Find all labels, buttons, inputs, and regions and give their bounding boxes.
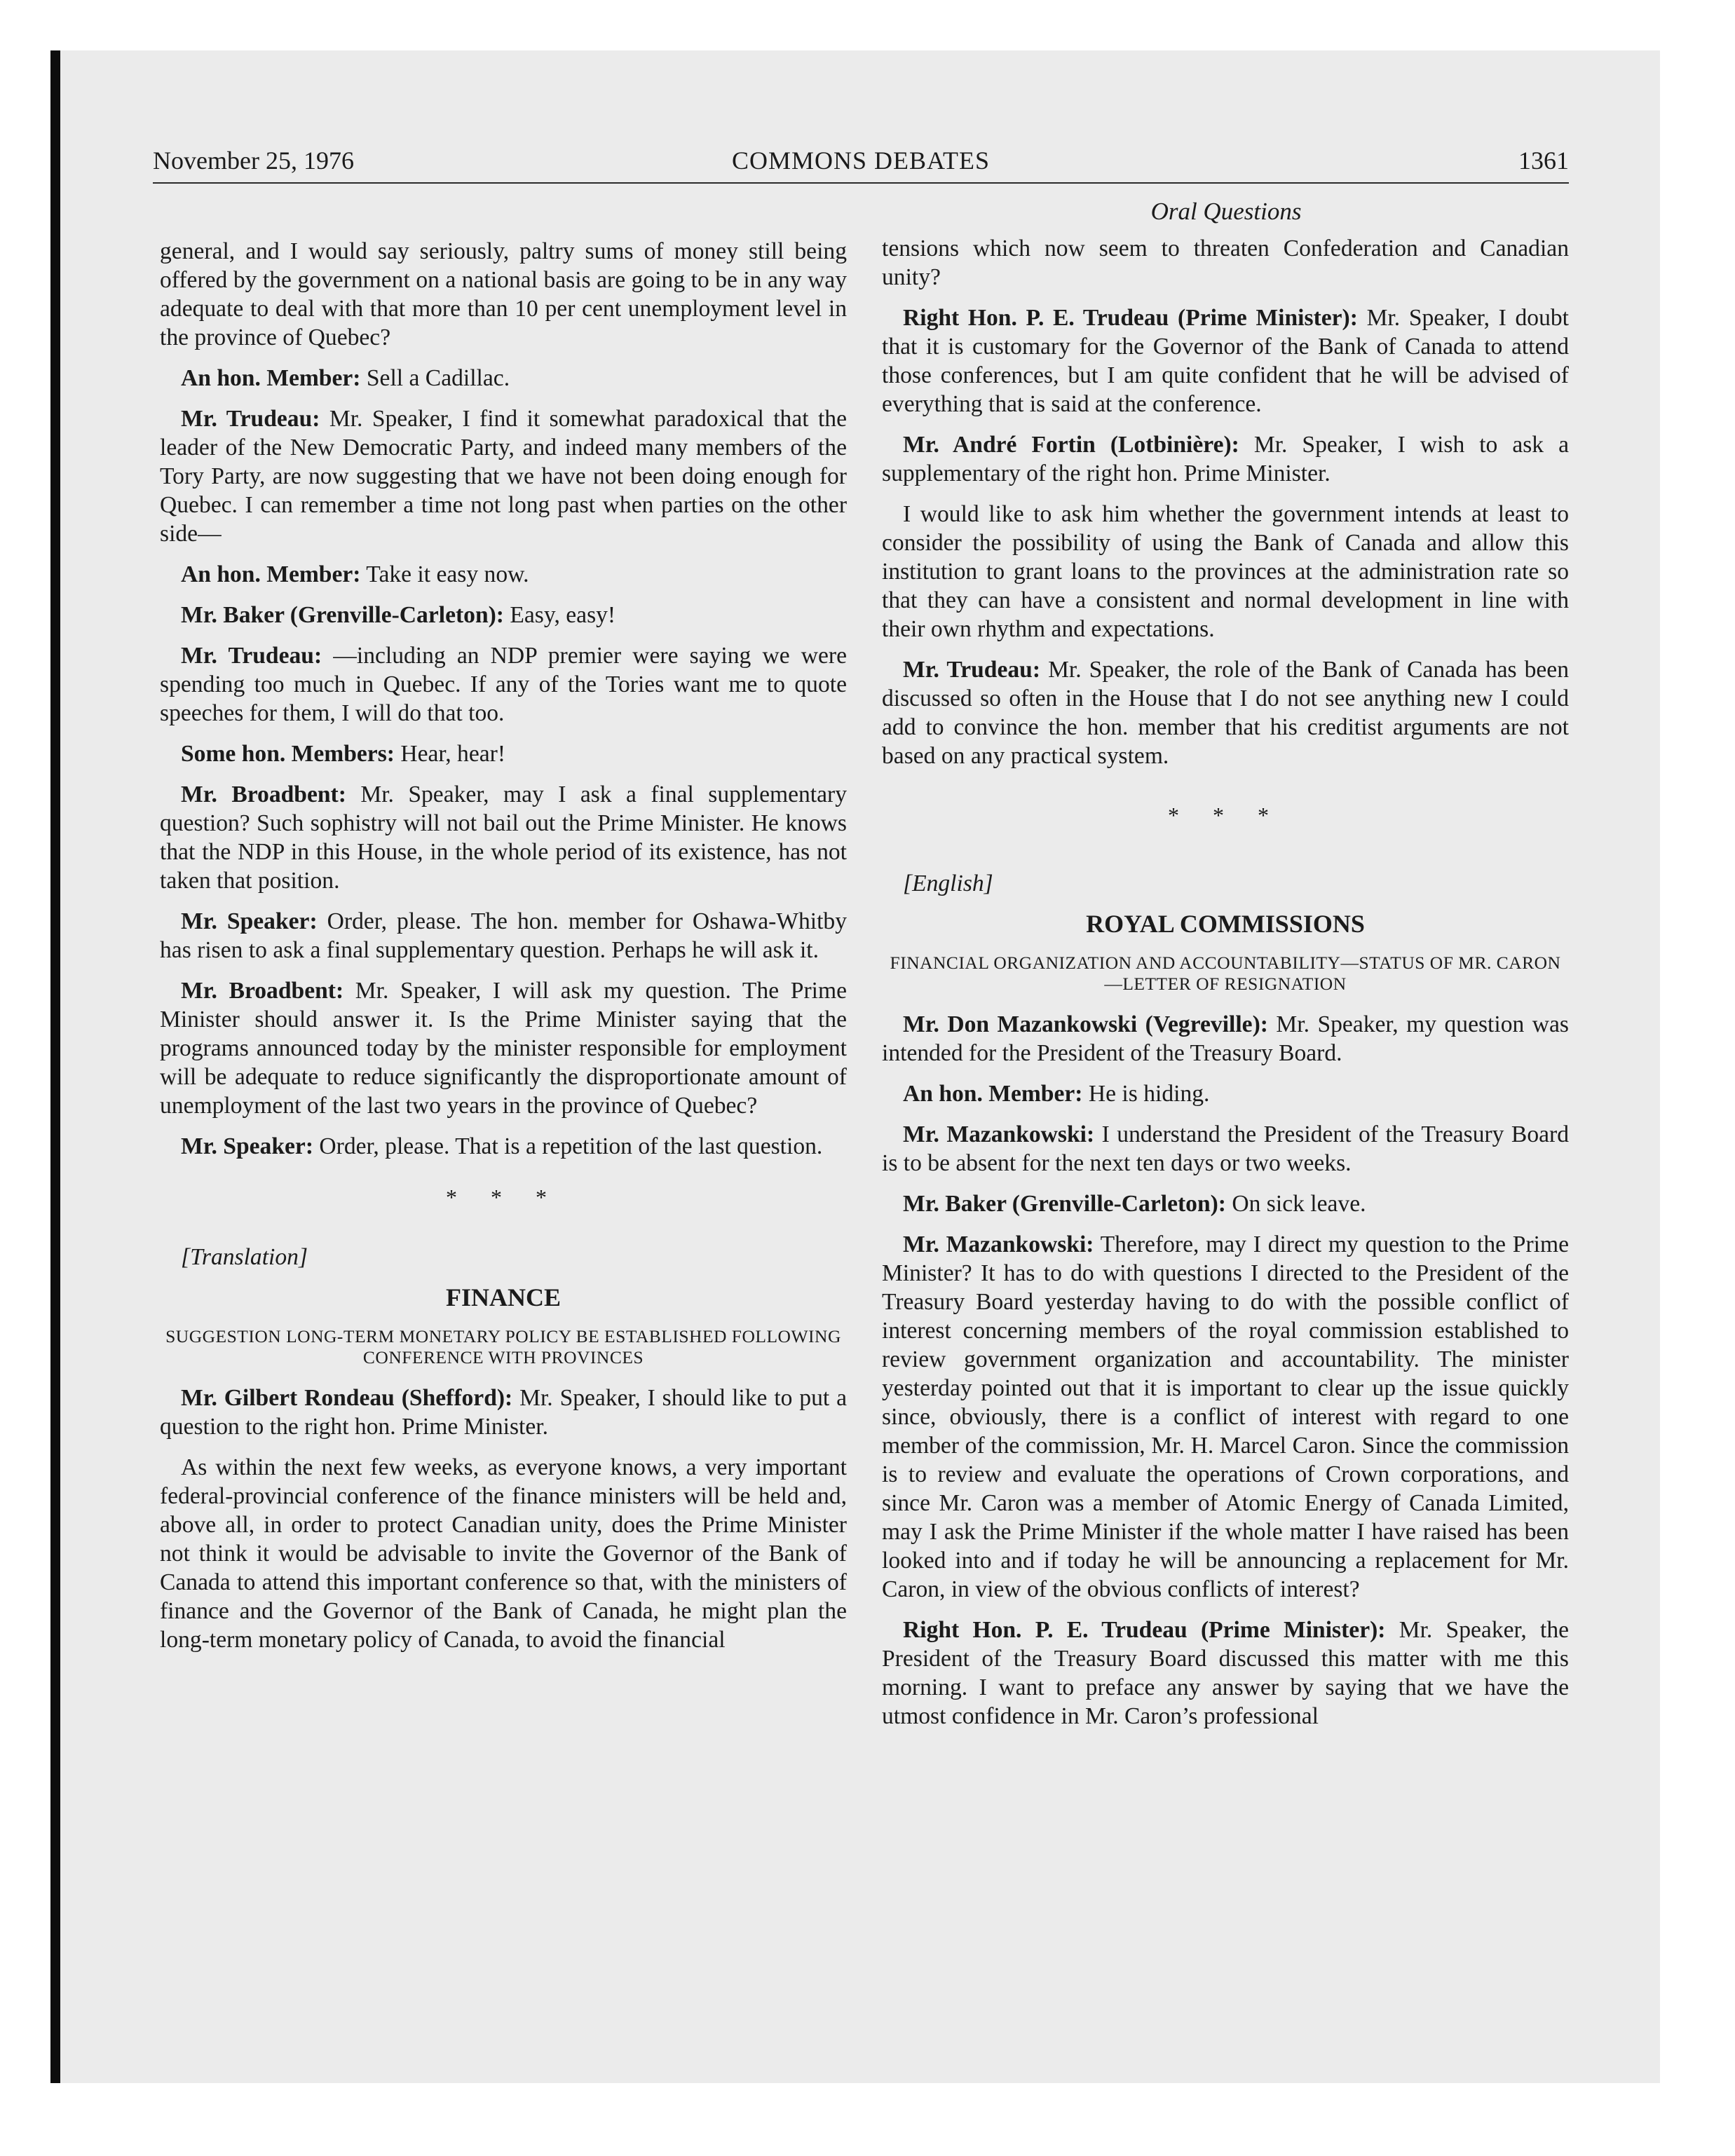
paragraph: Mr. Trudeau: Mr. Speaker, the role of the Bank of Canada has been discussed so often in the House that I do not see anything new I could add to convince the hon. member that his creditist arguments are not based on any practical system. — [882, 657, 1570, 769]
speaker-name: Mr. Gilbert Rondeau (Shefford): — [181, 1385, 513, 1411]
paragraph: Right Hon. P. E. Trudeau (Prime Minister): Mr. Speaker, the President of the Treasury Board discussed this matter with me this morning. I want to preface any answer by saying that we have the utmost confidence in Mr. Caron’s professional — [882, 1617, 1570, 1729]
section-subheading: SUGGESTION LONG-TERM MONETARY POLICY BE ESTABLISHED FOLLOWING CONFERENCE WITH PROVINCES — [165, 1326, 841, 1367]
section-subheading: FINANCIAL ORGANIZATION AND ACCOUNTABILITY—STATUS OF MR. CARON—LETTER OF RESIGNATION — [890, 953, 1561, 994]
paragraph: Mr. Trudeau: Mr. Speaker, I find it somewhat paradoxical that the leader of the New Democratic Party, and indeed many members of the Tory Party, are now suggesting that we have not been doing enough for Quebec. I can remember a time not long past when parties on the other side— — [160, 406, 847, 547]
paragraph: Mr. Mazankowski: Therefore, may I direct my question to the Prime Minister? It has to do with questions I directed to the President of the Treasury Board yesterday having to do with the possible conflict of interest concerning members of the royal commission established to review government organization and accountability. The minister yesterday pointed out that it is important to clear up the issue quickly since, obviously, there is a conflict of interest with regard to one member of the commission, Mr. H. Marcel Caron. Since the commission is to review and evaluate the operations of Crown corporations, and since Mr. Caron was a member of Atomic Energy of Canada Limited, may I ask the Prime Minister if the whole matter I have raised has been looked into and if today he will be announcing a replacement for Mr. Caron, in view of the obvious conflicts of interest? — [882, 1231, 1569, 1602]
paragraph: An hon. Member: He is hiding. — [903, 1081, 1210, 1107]
paragraph: Mr. Mazankowski: I understand the President of the Treasury Board is to be absent for the next ten days or two weeks. — [882, 1121, 1569, 1176]
speaker-name: Mr. Trudeau: — [181, 643, 322, 669]
speaker-name: Mr. André Fortin (Lotbinière): — [903, 432, 1239, 458]
speaker-name: An hon. Member: — [903, 1081, 1083, 1107]
paragraph: Mr. Broadbent: Mr. Speaker, may I ask a final supplementary question? Such sophistry will not bail out the Prime Minister. He knows that the NDP in this House, in the whole period of its existence, has not taken that position. — [160, 782, 847, 894]
left-column — [160, 237, 847, 1666]
paragraph: Mr. Baker (Grenville-Carleton): On sick leave. — [903, 1191, 1366, 1217]
speaker-name: Mr. Trudeau: — [181, 406, 320, 432]
section-heading: FINANCE — [445, 1283, 561, 1311]
paragraph: An hon. Member: Take it easy now. — [181, 561, 529, 587]
paragraph: Mr. Don Mazankowski (Vegreville): Mr. Speaker, my question was intended for the President of the Treasury Board. — [882, 1011, 1569, 1066]
page-header — [153, 146, 1569, 182]
running-head: Oral Questions — [1150, 198, 1302, 225]
paragraph: I would like to ask him whether the government intends at least to consider the possibility of using the Bank of Canada and allow this institution to grant loans to the provinces at the administration rate so that they can have a consistent and normal development in line with their own rhythm and expectations. — [882, 501, 1569, 642]
speaker-name: An hon. Member: — [181, 561, 361, 587]
paragraph: general, and I would say seriously, paltry sums of money still being offered by the government on a national basis are going to be in any way adequate to deal with that more than 10 per cent unemployment level in the province of Quebec? — [160, 238, 847, 350]
language-tag: [English] — [903, 871, 993, 896]
speaker-name: Mr. Broadbent: — [181, 782, 346, 807]
speaker-name: Mr. Baker (Grenville-Carleton): — [181, 602, 504, 628]
speaker-name: Some hon. Members: — [181, 741, 395, 767]
speaker-name: Mr. Mazankowski: — [903, 1121, 1095, 1147]
speaker-name: Right Hon. P. E. Trudeau (Prime Minister): — [903, 1617, 1386, 1643]
binding-edge — [50, 50, 60, 2083]
speaker-name: An hon. Member: — [181, 365, 361, 391]
paragraph: Some hon. Members: Hear, hear! — [181, 741, 506, 767]
language-tag: [Translation] — [181, 1244, 308, 1270]
speaker-name: Mr. Broadbent: — [181, 978, 344, 1004]
section-heading: ROYAL COMMISSIONS — [1086, 910, 1365, 938]
right-column — [882, 234, 1569, 1742]
paragraph: Mr. André Fortin (Lotbinière): Mr. Speaker, I wish to ask a supplementary of the right hon. Prime Minister. — [882, 432, 1569, 486]
header-publication: COMMONS DEBATES — [731, 146, 991, 175]
paragraph: An hon. Member: Sell a Cadillac. — [181, 365, 510, 391]
paragraph: Mr. Speaker: Order, please. The hon. member for Oshawa-Whitby has risen to ask a final supplementary question. Perhaps he will ask it. — [160, 908, 847, 963]
paragraph: As within the next few weeks, as everyone knows, a very important federal-provincial conference of the finance ministers will be held and, above all, in order to protect Canadian unity, does the Prime Minister not think it would be advisable to invite the Governor of the Bank of Canada to attend this important conference so that, with the ministers of finance and the Governor of the Bank of Canada, he might plan the long-term monetary policy of Canada, to avoid the financial — [160, 1454, 847, 1653]
paragraph: Mr. Trudeau: —including an NDP premier were saying we were spending too much in Quebec. If any of the Tories want me to quote speeches for them, I will do that too. — [160, 643, 847, 726]
section-separator: * * * — [446, 1185, 561, 1210]
header-date: November 25, 1976 — [153, 146, 354, 175]
speaker-name: Mr. Trudeau: — [903, 657, 1041, 683]
speaker-name: Mr. Speaker: — [181, 908, 318, 934]
paragraph: Right Hon. P. E. Trudeau (Prime Minister): Mr. Speaker, I doubt that it is customary for the Governor of the Bank of Canada to attend those conferences, but I am quite confident that he will be advised of everything that is said at the conference. — [882, 305, 1569, 417]
paragraph: Mr. Broadbent: Mr. Speaker, I will ask my question. The Prime Minister should answer it. Is the Prime Minister saying that the programs announced today by the minister responsible for employment will be adequate to reduce significantly the disproportionate amount of unemployment of the last two years in the province of Quebec? — [160, 978, 847, 1119]
section-separator: * * * — [1168, 803, 1283, 828]
paragraph: Mr. Baker (Grenville-Carleton): Easy, easy! — [181, 602, 616, 628]
speaker-name: Mr. Baker (Grenville-Carleton): — [903, 1191, 1226, 1217]
speaker-name: Mr. Speaker: — [181, 1133, 314, 1159]
speaker-name: Mr. Mazankowski: — [903, 1231, 1094, 1257]
paragraph: tensions which now seem to threaten Confederation and Canadian unity? — [882, 236, 1569, 290]
header-rule — [153, 182, 1569, 184]
speaker-name: Right Hon. P. E. Trudeau (Prime Minister): — [903, 305, 1358, 331]
paragraph: Mr. Gilbert Rondeau (Shefford): Mr. Speaker, I should like to put a question to the right hon. Prime Minister. — [160, 1385, 847, 1440]
speaker-name: Mr. Don Mazankowski (Vegreville): — [903, 1011, 1268, 1037]
paragraph: Mr. Speaker: Order, please. That is a repetition of the last question. — [181, 1133, 823, 1159]
header-page-number: 1361 — [1518, 146, 1569, 175]
